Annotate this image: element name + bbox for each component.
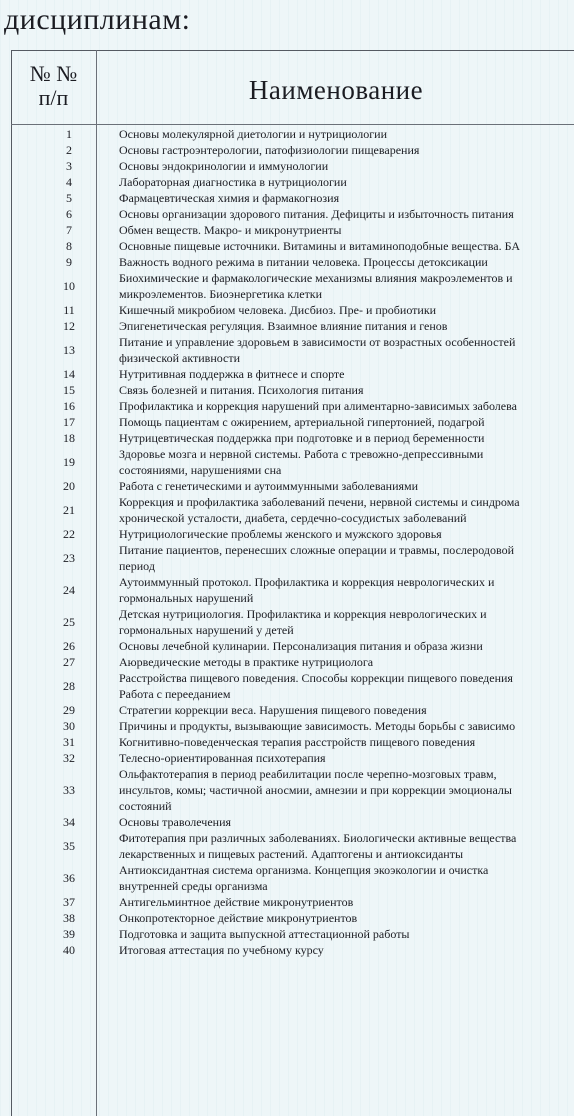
row-number: 2 [66,143,72,157]
row-name [119,174,554,190]
row-name [119,926,554,942]
row-number: 7 [66,223,72,237]
row-name [119,750,554,766]
row-name-line: Кишечный микробиом человека. Дисбиоз. Пре- и пробиотики [119,303,437,317]
row-name-line: Детская нутрициология. Профилактика и коррекция неврологических и [119,607,487,621]
row-name [119,670,554,702]
number-column-header [11,62,96,110]
row-name-line: инсультов, комы; частичной аносмии, амнезии и при коррекции эмоционалы [119,783,512,797]
table-row [0,222,574,238]
table-row [0,862,574,894]
row-number: 16 [63,399,75,413]
row-name [119,398,554,414]
row-name-line: Связь болезней и питания. Психология питания [119,383,364,397]
row-number: 37 [63,895,75,909]
row-number: 26 [63,639,75,653]
row-name-line: Эпигенетическая регуляция. Взаимное влияние питания и генов [119,319,448,333]
row-name [119,942,554,958]
row-number: 18 [63,431,75,445]
section-heading: дисциплинам: [4,3,191,36]
row-name-line: Нутритивная поддержка в фитнесе и спорте [119,367,345,381]
table-row [0,574,574,606]
row-name-line: гормональных нарушений у детей [119,623,294,637]
name-column-header: Наименование [248,75,424,105]
table-row [0,734,574,750]
row-name [119,606,554,638]
row-number: 13 [63,343,75,357]
table-row [0,206,574,222]
table-row [0,382,574,398]
row-name-line: Обмен веществ. Макро- и микронутриенты [119,223,342,237]
row-name-line: Стратегии коррекции веса. Нарушения пищевого поведения [119,703,427,717]
row-name [119,766,554,814]
row-name-line: Биохимические и фармакологические механизмы влияния макроэлементов и [119,271,513,285]
row-name [119,862,554,894]
row-name-line: Ольфактотерапия в период реабилитации после черепно-мозговых травм, [119,767,497,781]
row-name [119,494,554,526]
row-name [119,702,554,718]
row-number: 33 [63,783,75,797]
row-name-line: Важность водного режима в питании человека. Процессы детоксикации [119,255,488,269]
row-number: 17 [63,415,75,429]
row-number: 5 [66,191,72,205]
row-name [119,254,554,270]
table-row [0,942,574,958]
row-number: 11 [63,303,75,317]
table-row [0,478,574,494]
row-name-line: Аюрведические методы в практике нутрициолога [119,655,374,669]
row-name-line: Антигельминтное действие микронутриентов [119,895,354,909]
table-row [0,126,574,142]
row-name-line: Телесно-ориентированная психотерапия [119,751,326,765]
table-row [0,238,574,254]
row-name [119,190,554,206]
row-name [119,382,554,398]
row-name [119,894,554,910]
row-number: 24 [63,583,75,597]
row-name [119,654,554,670]
row-name-line: Когнитивно-поведенческая терапия расстройств пищевого поведения [119,735,476,749]
table-row [0,750,574,766]
number-header-line-2: п/п [38,85,69,110]
table-row [0,446,574,478]
table-row [0,654,574,670]
table-row [0,142,574,158]
row-name-line: Основы траволечения [119,815,232,829]
row-number: 36 [63,871,75,885]
number-header-line-1: № № [29,61,78,86]
row-name [119,430,554,446]
row-name [119,302,554,318]
row-number: 32 [63,751,75,765]
row-name-line: период [119,559,155,573]
table-row [0,830,574,862]
row-name-line: Питание и управление здоровьем в зависимости от возрастных особенностей [119,335,516,349]
table-row [0,766,574,814]
row-name-line: Основные пищевые источники. Витамины и витаминоподобные вещества. БА [119,239,521,253]
row-name [119,366,554,382]
row-number: 4 [66,175,72,189]
row-name-line: Нутрициологические проблемы женского и мужского здоровья [119,527,442,541]
row-number: 38 [63,911,75,925]
row-name-line: Подготовка и защита выпускной аттестационной работы [119,927,410,941]
row-name [119,334,554,366]
row-number: 27 [63,655,75,669]
table-row [0,366,574,382]
row-name [119,734,554,750]
row-name-line: Расстройства пищевого поведения. Способы коррекции пищевого поведения [119,671,513,685]
row-name [119,222,554,238]
table-row [0,270,574,302]
row-name-line: лекарственных и пищевых растений. Адаптогены и антиоксиданты [119,847,464,861]
row-name [119,206,554,222]
row-name [119,142,554,158]
row-name-line: гормональных нарушений [119,591,254,605]
table-row [0,414,574,430]
row-number: 8 [66,239,72,253]
table-row [0,894,574,910]
row-name [119,238,554,254]
row-name-line: Питание пациентов, перенесших сложные операции и травмы, послеродовой [119,543,515,557]
row-number: 22 [63,527,75,541]
row-number: 12 [63,319,75,333]
row-name [119,478,554,494]
row-name-line: Коррекция и профилактика заболеваний печени, нервной системы и синдрома [119,495,520,509]
row-name-line: Причины и продукты, вызывающие зависимость. Методы борьбы с зависимо [119,719,516,733]
row-name-line: Основы гастроэнтерологии, патофизиологии пищеварения [119,143,420,157]
row-name-line: Аутоиммунный протокол. Профилактика и коррекция неврологических и [119,575,495,589]
row-name-line: состояний [119,799,172,813]
row-name-line: Фитотерапия при различных заболеваниях. Биологически активные вещества [119,831,517,845]
table-row [0,718,574,734]
table-row [0,702,574,718]
table-row [0,302,574,318]
row-name [119,814,554,830]
row-name [119,270,554,302]
row-name-line: Основы молекулярной диетологии и нутрициологии [119,127,388,141]
row-name-line: Работа с генетическими и аутоиммунными заболеваниями [119,479,419,493]
table-row [0,926,574,942]
row-number: 10 [63,279,75,293]
row-name-line: Фармацевтическая химия и фармакогнозия [119,191,340,205]
row-number: 9 [66,255,72,269]
row-number: 29 [63,703,75,717]
row-name-line: Профилактика и коррекция нарушений при алиментарно-зависимых заболева [119,399,517,413]
row-name [119,638,554,654]
table-row [0,334,574,366]
row-name-line: состояниями, нарушениями сна [119,463,282,477]
table-row [0,398,574,414]
row-name-line: Основы лечебной кулинарии. Персонализация питания и образа жизни [119,639,483,653]
row-name-line: микроэлементов. Биоэнергетика клетки [119,287,323,301]
row-number: 35 [63,839,75,853]
row-name-line: Здоровье мозга и нервной системы. Работа с тревожно-депрессивными [119,447,484,461]
row-name [119,542,554,574]
row-name-line: Работа с перееданием [119,687,231,701]
row-name-line: Основы организации здорового питания. Дефициты и избыточность питания [119,207,514,221]
table-row [0,190,574,206]
table-row [0,526,574,542]
row-number: 1 [66,127,72,141]
row-number: 14 [63,367,75,381]
table-row [0,430,574,446]
row-name [119,718,554,734]
row-number: 3 [66,159,72,173]
table-row [0,254,574,270]
row-number: 31 [63,735,75,749]
table-row [0,494,574,526]
row-name-line: внутренней среды организма [119,879,268,893]
row-name [119,574,554,606]
row-name [119,414,554,430]
row-name [119,910,554,926]
row-number: 23 [63,551,75,565]
row-name-line: Антиоксидантная система организма. Концепция экоэкологии и очистка [119,863,489,877]
row-number: 34 [63,815,75,829]
row-name-line: Нутрицевтическая поддержка при подготовке и в период беременности [119,431,485,445]
row-number: 6 [66,207,72,221]
row-name-line: Итоговая аттестация по учебному курсу [119,943,324,957]
row-name [119,318,554,334]
table-row [0,910,574,926]
row-name-line: Помощь пациентам с ожирением, артериальной гипертонией, подагрой [119,415,485,429]
table-body [0,126,574,958]
row-number: 39 [63,927,75,941]
row-number: 19 [63,455,75,469]
table-row [0,542,574,574]
header-divider [11,124,574,125]
row-number: 40 [63,943,75,957]
row-name [119,526,554,542]
row-name-line: Основы эндокринологии и иммунологии [119,159,329,173]
table-row [0,158,574,174]
row-number: 21 [63,503,75,517]
row-name-line: Лабораторная диагностика в нутрициологии [119,175,347,189]
row-name [119,446,554,478]
row-name-line: хронической усталости, диабета, сердечно-сосудистых заболеваний [119,511,467,525]
row-number: 25 [63,615,75,629]
table-row [0,670,574,702]
table-row [0,606,574,638]
row-name [119,126,554,142]
row-number: 30 [63,719,75,733]
row-name-line: физической активности [119,351,241,365]
row-name-line: Онкопротекторное действие микронутриентов [119,911,358,925]
table-row [0,318,574,334]
row-name [119,830,554,862]
table-row [0,174,574,190]
table-row [0,638,574,654]
row-number: 15 [63,383,75,397]
row-number: 20 [63,479,75,493]
row-name [119,158,554,174]
row-number: 28 [63,679,75,693]
table-row [0,814,574,830]
